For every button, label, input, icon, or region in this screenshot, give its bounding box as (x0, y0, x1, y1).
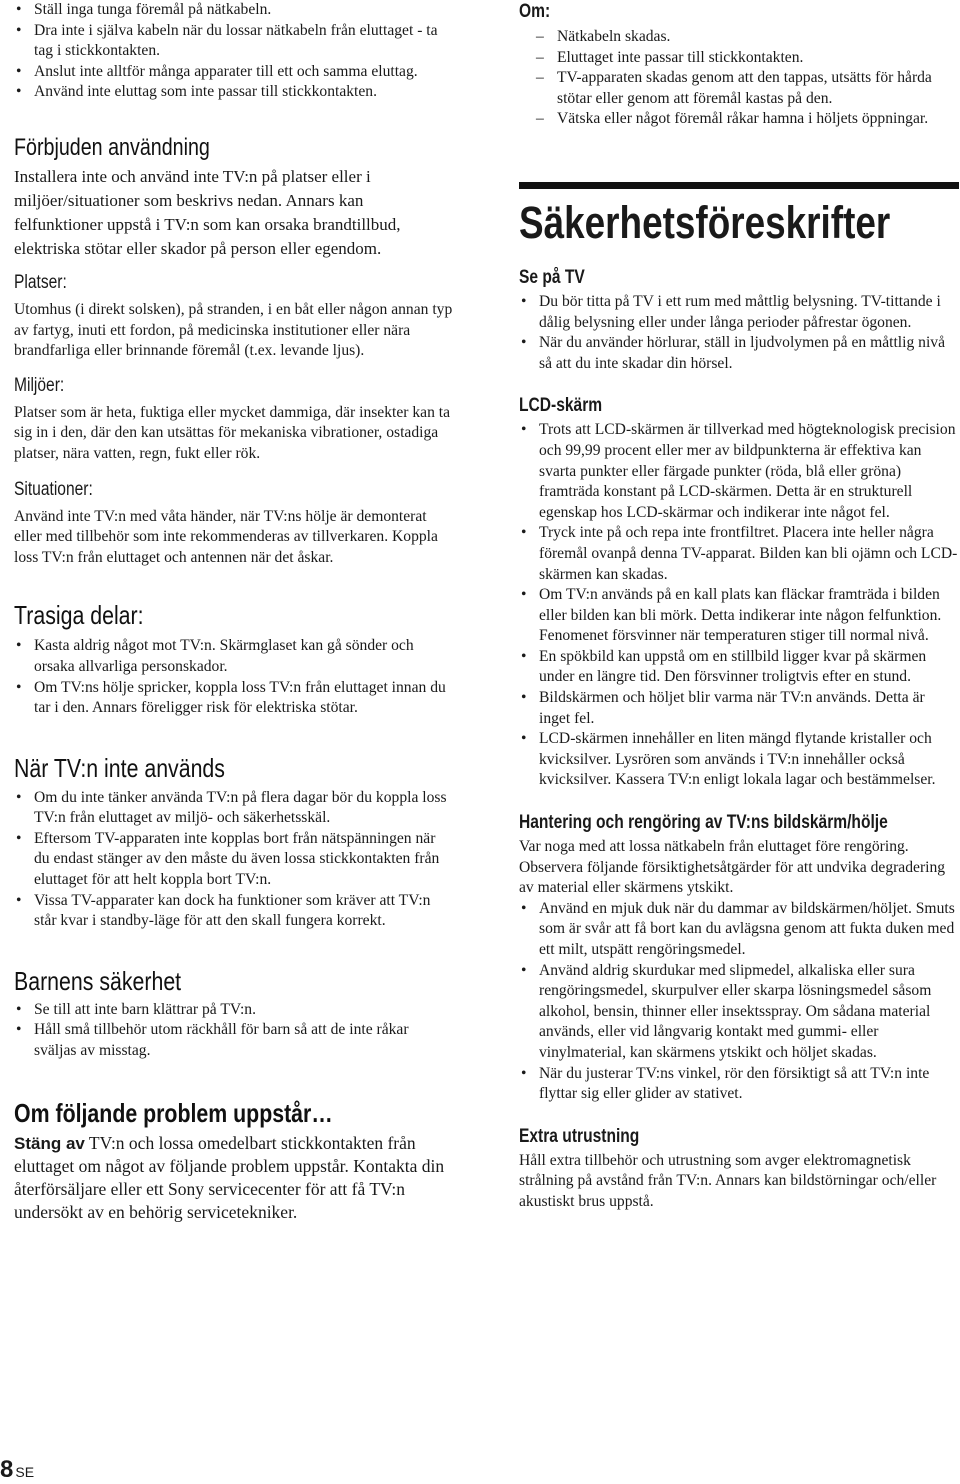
list-item: – TV-apparaten skadas genom att den tappas, utsätts för hårda stötar eller genom att föremål kastas på den. (519, 68, 959, 109)
list-item: • Om du inte tänker använda TV:n på flera dagar bör du koppla loss TV:n från eluttaget av miljö- och säkerhetsskäl. (14, 788, 454, 829)
list-item: • Tryck inte på och repa inte frontfiltret. Placera inte heller några föremål ovanpå denna TV-apparat. Bilden kan bli ojämn och LCD-skärmen kan skadas. (519, 523, 959, 585)
problems-body: TV:n och lossa omedelbart stickkontakten från eluttaget om något av följande problem uppstår. Kontakta din återförsäljare eller ett Sony servicecenter för att få TV:n undersökt av en behörig servicetekniker. (14, 1132, 445, 1223)
watch-bullets (519, 292, 959, 374)
broken-heading: Trasiga delar: (14, 600, 144, 631)
problems-heading: Om följande problem uppstår… (14, 1097, 333, 1128)
list-item: – Vätska eller något föremål råkar hamna i höljets öppningar. (519, 109, 959, 130)
extra-text: Håll extra tillbehör och utrustning som avger elektromagnetisk strålning på avstånd från TV:n. Annars kan bildstörningar och/eller akustiskt brus uppstå. (519, 1151, 937, 1210)
extra-heading: Extra utrustning (519, 1125, 640, 1147)
lcd-heading: LCD-skärm (519, 395, 603, 417)
cleaning-heading: Hantering och rengöring av TV:ns bildskärm/hölje (519, 812, 888, 834)
problems-text (14, 1132, 454, 1224)
list-item: • Trots att LCD-skärmen är tillverkad med högteknologisk precision och 99,99 procent eller mer av bildpunkterna är effektiva kan svarta punkter eller färgade punkter (röda, blå eller gröna) framträda konstant på LCD-skärmen. Detta är en strukturell egenskap hos LCD-skärmar och indikerar inte något fel. (519, 420, 959, 523)
list-item: • Eftersom TV-apparaten inte kopplas bort från nätspänningen när du endast stänger av den måste du även lossa stickkontakten från eluttaget för att helt koppla bort TV:n. (14, 829, 454, 891)
list-item: • Bildskärmen och höljet blir varma när TV:n används. Detta är inget fel. (519, 688, 959, 729)
list-item: • En spökbild kan uppstå om en stillbild ligger kvar på skärmen under en längre tid. Den försvinner troligtvis efter en stund. (519, 647, 959, 688)
list-item: • När du använder hörlurar, ställ in ljudvolymen på en måttlig nivå så att du inte skadar din hörsel. (519, 333, 959, 374)
not-used-heading: När TV:n inte används (14, 752, 225, 783)
list-item: • Vissa TV-apparater kan dock ha funktioner som kräver att TV:n står kvar i standby-läge för att den skall fungera korrekt. (14, 891, 454, 932)
page-lang: SE (15, 1464, 35, 1480)
children-heading: Barnens säkerhet (14, 965, 182, 996)
list-item: • Se till att inte barn klättrar på TV:n. (14, 1000, 454, 1021)
cleaning-para-1: Var noga med att lossa nätkabeln från eluttaget före rengöring. (519, 838, 909, 856)
children-bullets (14, 1000, 454, 1062)
forbidden-heading: Förbjuden användning (14, 133, 210, 161)
situations-text: Använd inte TV:n med våta händer, när TV:ns hölje är demonterat eller med tillbehör som inte rekommenderas av tillverkaren. Koppla loss TV:n från eluttaget och antennen när det åskar. (14, 507, 438, 566)
list-item: • Kasta aldrig något mot TV:n. Skärmglaset kan gå sönder och orsaka allvarliga personskador. (14, 636, 454, 677)
section-rule (519, 182, 959, 189)
intro-bullets (14, 0, 454, 103)
list-item: • Om TV:ns hölje spricker, koppla loss TV:n från eluttaget innan du tar i den. Annars föreligger risk för elektriska stötar. (14, 678, 454, 719)
environments-heading: Miljöer: (14, 374, 65, 396)
places-heading: Platser: (14, 271, 67, 293)
om-heading: Om: (519, 1, 551, 22)
cleaning-para-2: Observera följande försiktighetsåtgärder för att undvika degradering av material eller skärmens ytskikt. (519, 858, 946, 897)
list-item: – Nätkabeln skadas. (519, 27, 959, 48)
om-list (519, 27, 959, 130)
places-text: Utomhus (i direkt solsken), på stranden, i en båt eller någon annan typ av fartyg, inuti ett fordon, på medicinska institutioner eller nära brandfarliga eller brinnande föremål (t.ex. levande ljus). (14, 300, 453, 360)
not-used-bullets (14, 788, 454, 932)
list-item: • Använd inte eluttag som inte passar till stickkontakten. (14, 82, 454, 103)
list-item: • Dra inte i själva kabeln när du lossar nätkabeln från eluttaget - ta tag i stickkontakten. (14, 21, 454, 62)
list-item: – Eluttaget inte passar till stickkontakten. (519, 48, 959, 69)
list-item: • Ställ inga tunga föremål på nätkabeln. (14, 0, 454, 21)
environments-text: Platser som är heta, fuktiga eller mycket dammiga, där insekter kan ta sig in i den, där den kan utsättas för mekaniska vibrationer, ostadiga platser, nära vatten, regn, fukt eller rök. (14, 403, 451, 462)
list-item: • Om TV:n används på en kall plats kan fläckar framträda i bilden eller bilden kan bli mörk. Detta indikerar inte någon felfunktion. Fenomenet försvinner när temperaturen stiger till normal nivå. (519, 585, 959, 647)
left-column (14, 0, 454, 1224)
list-item: • När du justerar TV:ns vinkel, rör den försiktigt så att TV:n inte flyttar sig eller glider av stativet. (519, 1064, 959, 1105)
list-item: • Du bör titta på TV i ett rum med måttlig belysning. TV-tittande i dålig belysning eller under långa perioder påfrestar ögonen. (519, 292, 959, 333)
right-column (519, 0, 959, 1213)
watch-heading: Se på TV (519, 266, 585, 288)
list-item: • Håll små tillbehör utom räckhåll för barn så att de inte råkar sväljas av misstag. (14, 1020, 454, 1061)
problems-strong: Stäng av (14, 1133, 85, 1153)
page-number (0, 1456, 34, 1484)
list-item: • LCD-skärmen innehåller en liten mängd flytande kristaller och kvicksilver. Lysrören som används i TV:n innehåller också kvicksilver. Kassera TV:n enligt lokala lagar och bestämmelser. (519, 729, 959, 791)
forbidden-text: Installera inte och använd inte TV:n på platser eller i miljöer/situationer som beskrivs nedan. Annars kan felfunktioner uppstå i TV:n som kan orsaka brandtillbud, elektriska stötar eller skador på person eller egendom. (14, 166, 401, 258)
page-number-value: 8 (0, 1456, 14, 1483)
page-title: Säkerhetsföreskrifter (519, 196, 891, 248)
list-item: • Anslut inte alltför många apparater till ett och samma eluttag. (14, 62, 454, 83)
lcd-bullets (519, 420, 959, 791)
list-item: • Använd en mjuk duk när du dammar av bildskärmen/höljet. Smuts som är svår att få bort kan du avlägsna genom att fukta duken med ett milt, utspätt rengöringsmedel. (519, 899, 959, 961)
situations-heading: Situationer: (14, 478, 93, 500)
cleaning-bullets (519, 899, 959, 1105)
list-item: • Använd aldrig skurdukar med slipmedel, alkaliska eller sura rengöringsmedel, skurpulver eller skarpa lösningsmedel såsom alkohol, bensin, thinner eller insektsspray. Om sådana material används, eller vid långvarig kontakt med gummi- eller vinylmaterial, kan skärmens ytskikt och höljet skadas. (519, 961, 959, 1064)
broken-bullets (14, 636, 454, 718)
